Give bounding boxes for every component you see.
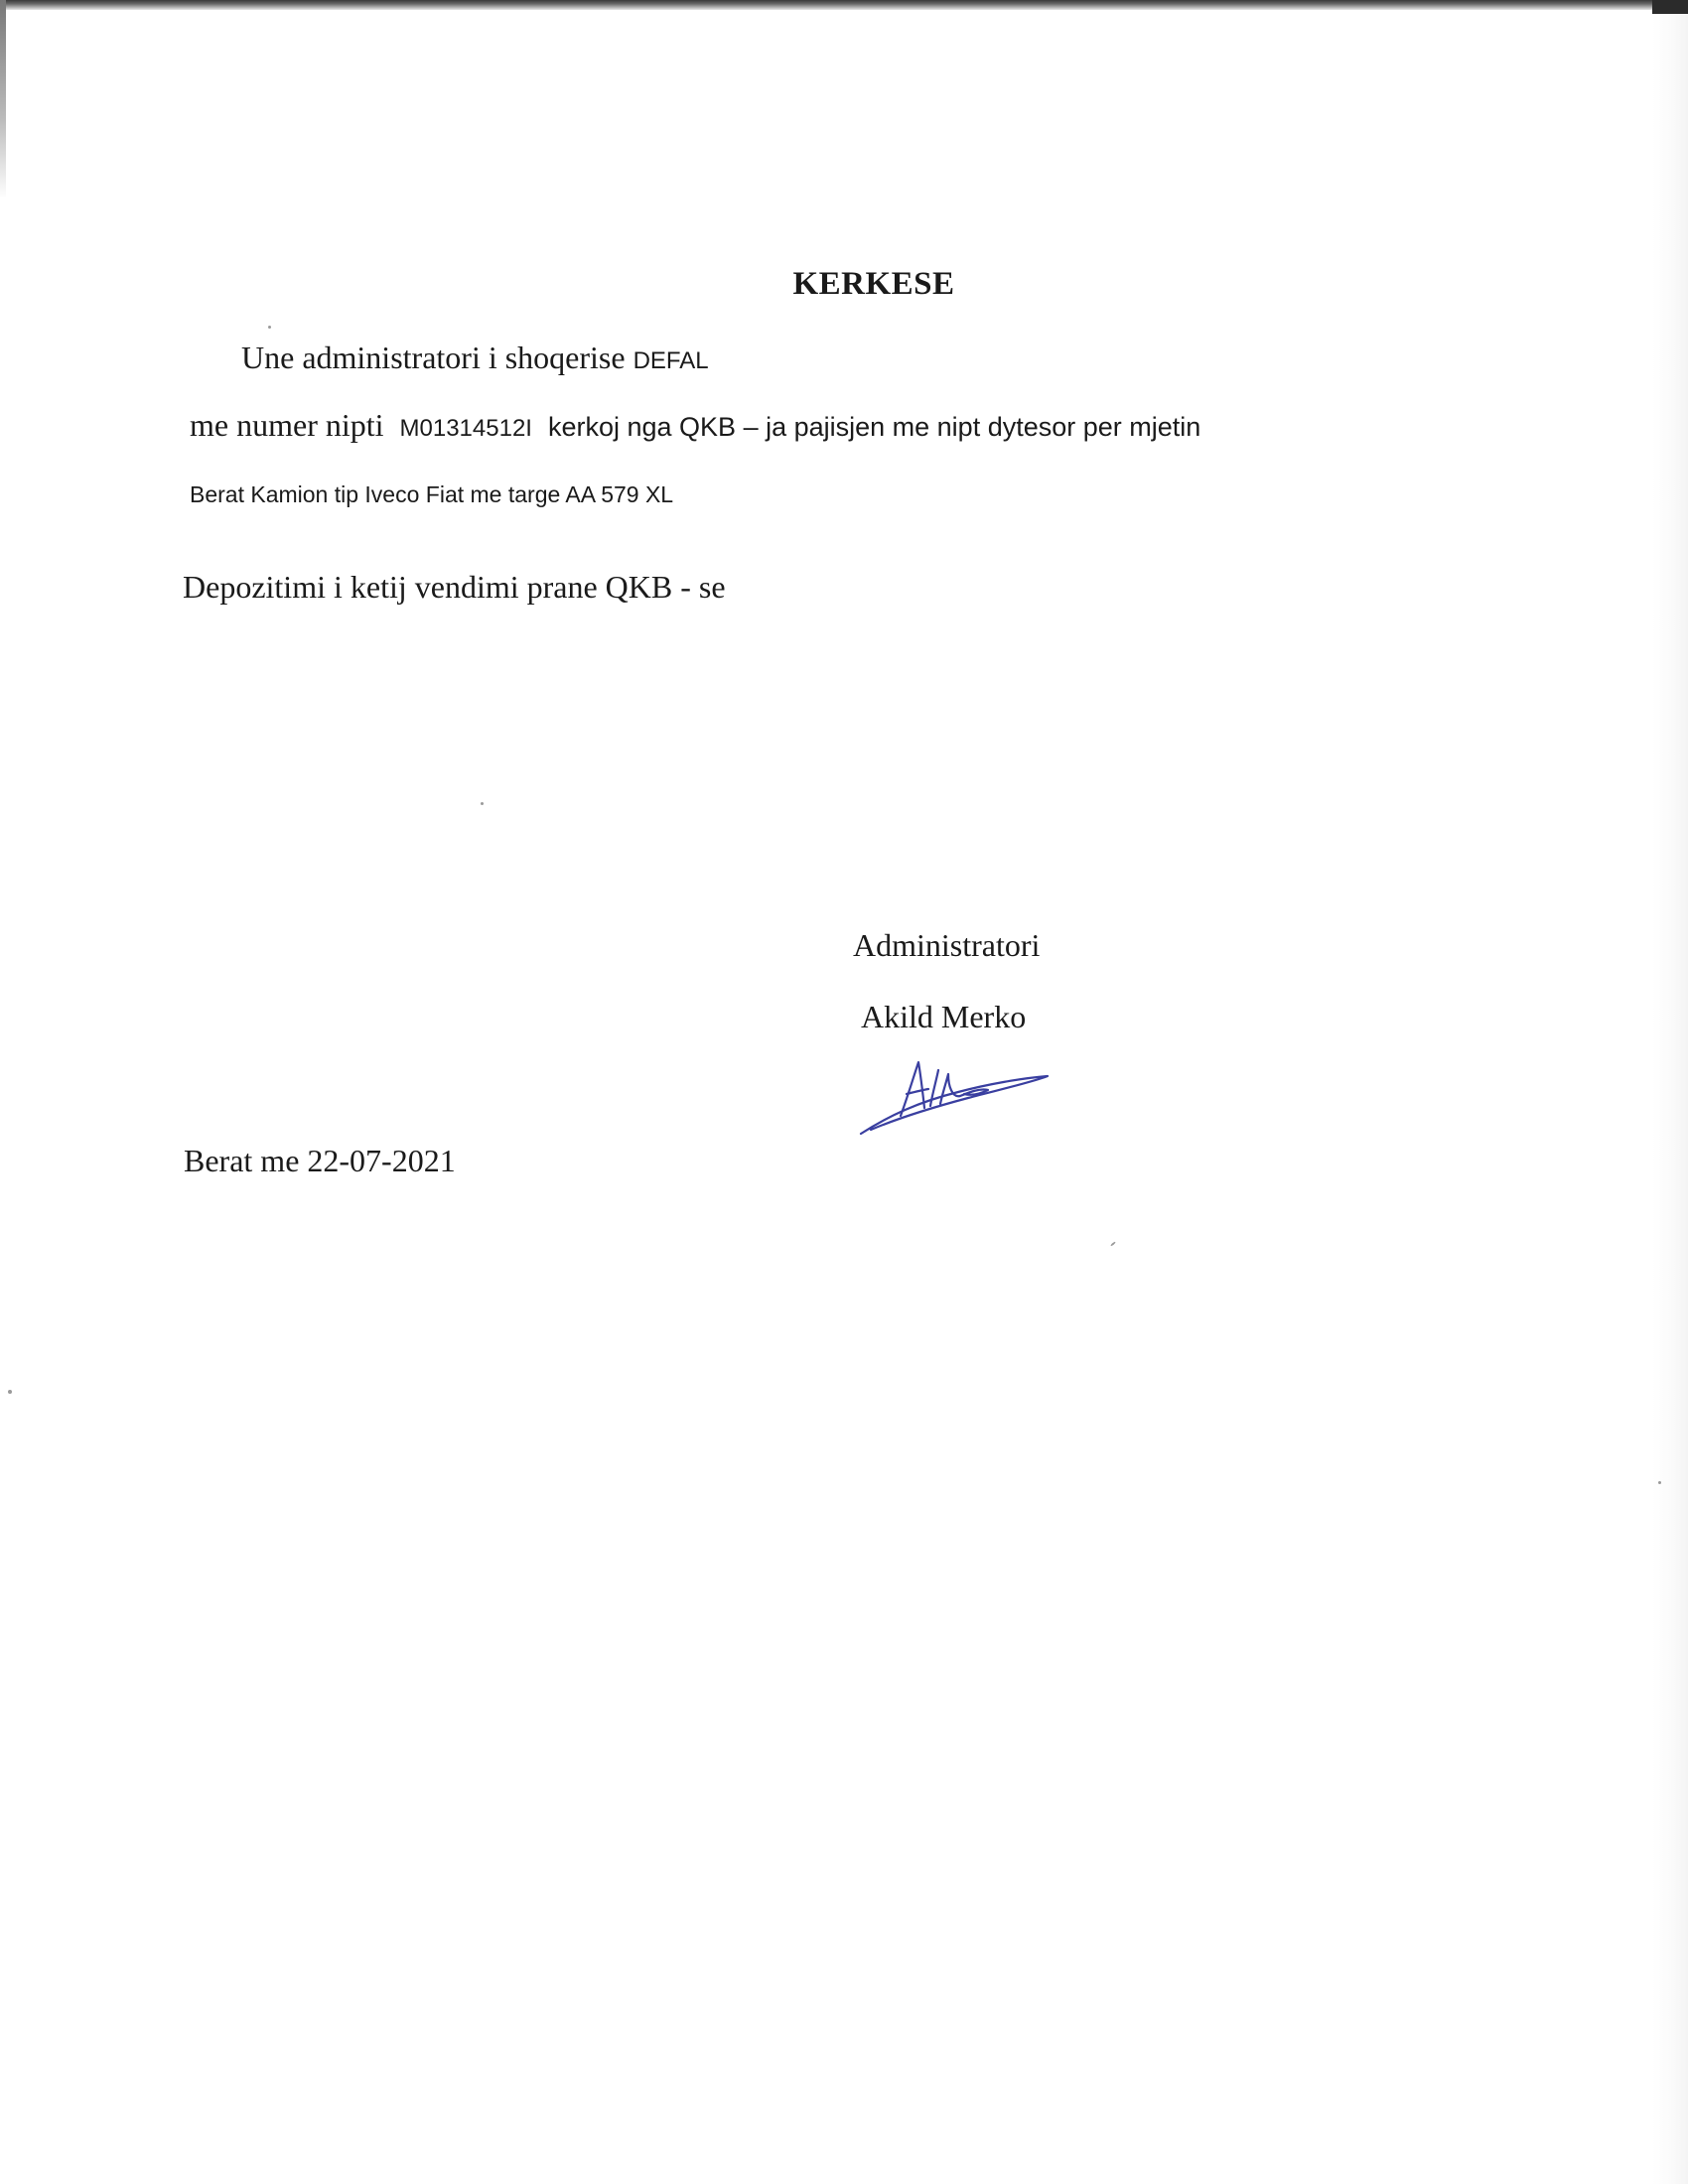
request-text: kerkoj nga QKB – ja pajisjen me nipt dytesor per mjetin — [547, 412, 1201, 442]
scan-speck — [268, 326, 271, 329]
place-and-date: Berat me 22-07-2021 — [184, 1143, 456, 1178]
scan-speck — [481, 802, 484, 805]
paragraph-line-1 — [241, 340, 709, 376]
document-title: KERKESE — [792, 266, 955, 302]
scan-left-edge — [0, 0, 6, 199]
scan-speck — [8, 1390, 12, 1394]
signatory-role: Administratori — [853, 927, 1041, 963]
deposit-statement: Depozitimi i ketij vendimi prane QKB - se — [183, 569, 726, 605]
vehicle-description: Berat Kamion tip Iveco Fiat me targe AA 579 XL — [190, 481, 674, 507]
nipt-label: me numer nipti — [190, 407, 384, 443]
nipt-value: M01314512I — [399, 415, 532, 442]
signatory-name: Akild Merko — [861, 999, 1027, 1034]
scan-speck — [1110, 1241, 1116, 1246]
scan-corner-shadow — [1652, 0, 1688, 14]
scan-top-edge — [0, 0, 1688, 10]
handwritten-signature-icon — [849, 1054, 1057, 1138]
scan-right-edge — [1652, 0, 1688, 2184]
company-name: DEFAL — [633, 347, 709, 374]
scan-speck — [1658, 1481, 1661, 1484]
paragraph-line-2 — [190, 407, 1200, 444]
administrator-phrase: Une administratori i shoqerise — [241, 340, 626, 375]
